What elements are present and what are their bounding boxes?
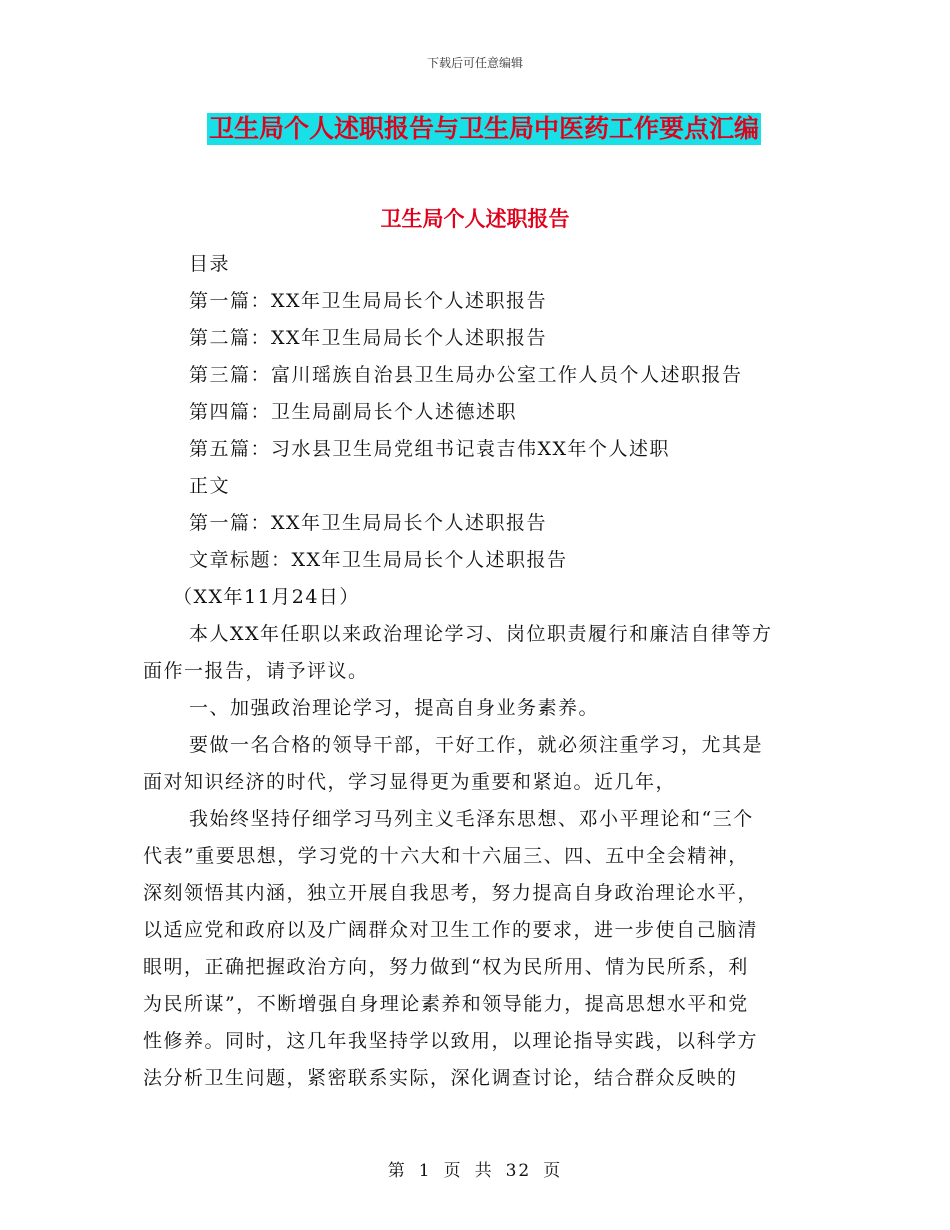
paragraph-line: 深刻领悟其内涵，独立开展自我思考，努力提高自身政治理论水平， [143, 882, 759, 904]
footer-di: 第 [387, 1161, 407, 1181]
toc-heading: 目录 [189, 253, 231, 275]
page-number: 1 [418, 1161, 432, 1181]
paragraph-line: 要做一名合格的领导干部，干好工作，就必须注重学习，尤其是 [189, 734, 764, 756]
paragraph-line: 为民所谋”，不断增强自身理论素养和领导能力，提高思想水平和党 [143, 993, 749, 1015]
paragraph-line: 面对知识经济的时代，学习显得更为重要和紧迫。近几年， [143, 771, 677, 793]
total-pages: 32 [505, 1161, 532, 1181]
paragraph-line: 以适应党和政府以及广阔群众对卫生工作的要求，进一步使自己脑清 [143, 919, 759, 941]
paragraph-line: 性修养。同时，这几年我坚持学以致用，以理论指导实践，以科学方 [143, 1030, 759, 1052]
paragraph-line: 眼明，正确把握政治方向，努力做到“权为民所用、情为民所系，利 [143, 956, 749, 978]
paragraph-line: 我始终坚持仔细学习马列主义毛泽东思想、邓小平理论和“三个 [189, 808, 754, 830]
header-note: 下载后可任意编辑 [426, 56, 523, 70]
page-footer [0, 1156, 950, 1181]
footer-ye2: 页 [543, 1161, 563, 1181]
section-title: 卫生局个人述职报告 [380, 207, 570, 231]
footer-ye: 页 [443, 1161, 463, 1181]
paragraph-line: 代表”重要思想，学习党的十六大和十六届三、四、五中全会精神， [143, 845, 749, 867]
document-body [143, 246, 815, 1097]
toc-item-2: 第二篇：XX年卫生局局长个人述职报告 [189, 327, 548, 349]
article-date: （XX年11月24日） [173, 586, 360, 608]
part-heading: 第一篇：XX年卫生局局长个人述职报告 [189, 512, 548, 534]
zhengwen-heading: 正文 [189, 475, 231, 497]
footer-gong: 共 [474, 1161, 494, 1181]
toc-item-4: 第四篇：卫生局副局长个人述德述职 [189, 401, 518, 423]
article-title: 文章标题：XX年卫生局局长个人述职报告 [189, 549, 568, 571]
toc-item-5: 第五篇：习水县卫生局党组书记袁吉伟XX年个人述职 [189, 438, 671, 460]
toc-item-1: 第一篇：XX年卫生局局长个人述职报告 [189, 290, 548, 312]
document-title: 卫生局个人述职报告与卫生局中医药工作要点汇编 [209, 114, 760, 143]
paragraph-line: 面作一报告，请予评议。 [143, 660, 369, 682]
section-heading-1: 一、加强政治理论学习，提高自身业务素养。 [189, 697, 600, 719]
toc-item-3: 第三篇：富川瑶族自治县卫生局办公室工作人员个人述职报告 [189, 364, 743, 386]
paragraph-line: 本人XX年任职以来政治理论学习、岗位职责履行和廉洁自律等方 [189, 623, 773, 645]
paragraph-line: 法分析卫生问题，紧密联系实际，深化调查讨论，结合群众反映的 [143, 1067, 738, 1089]
